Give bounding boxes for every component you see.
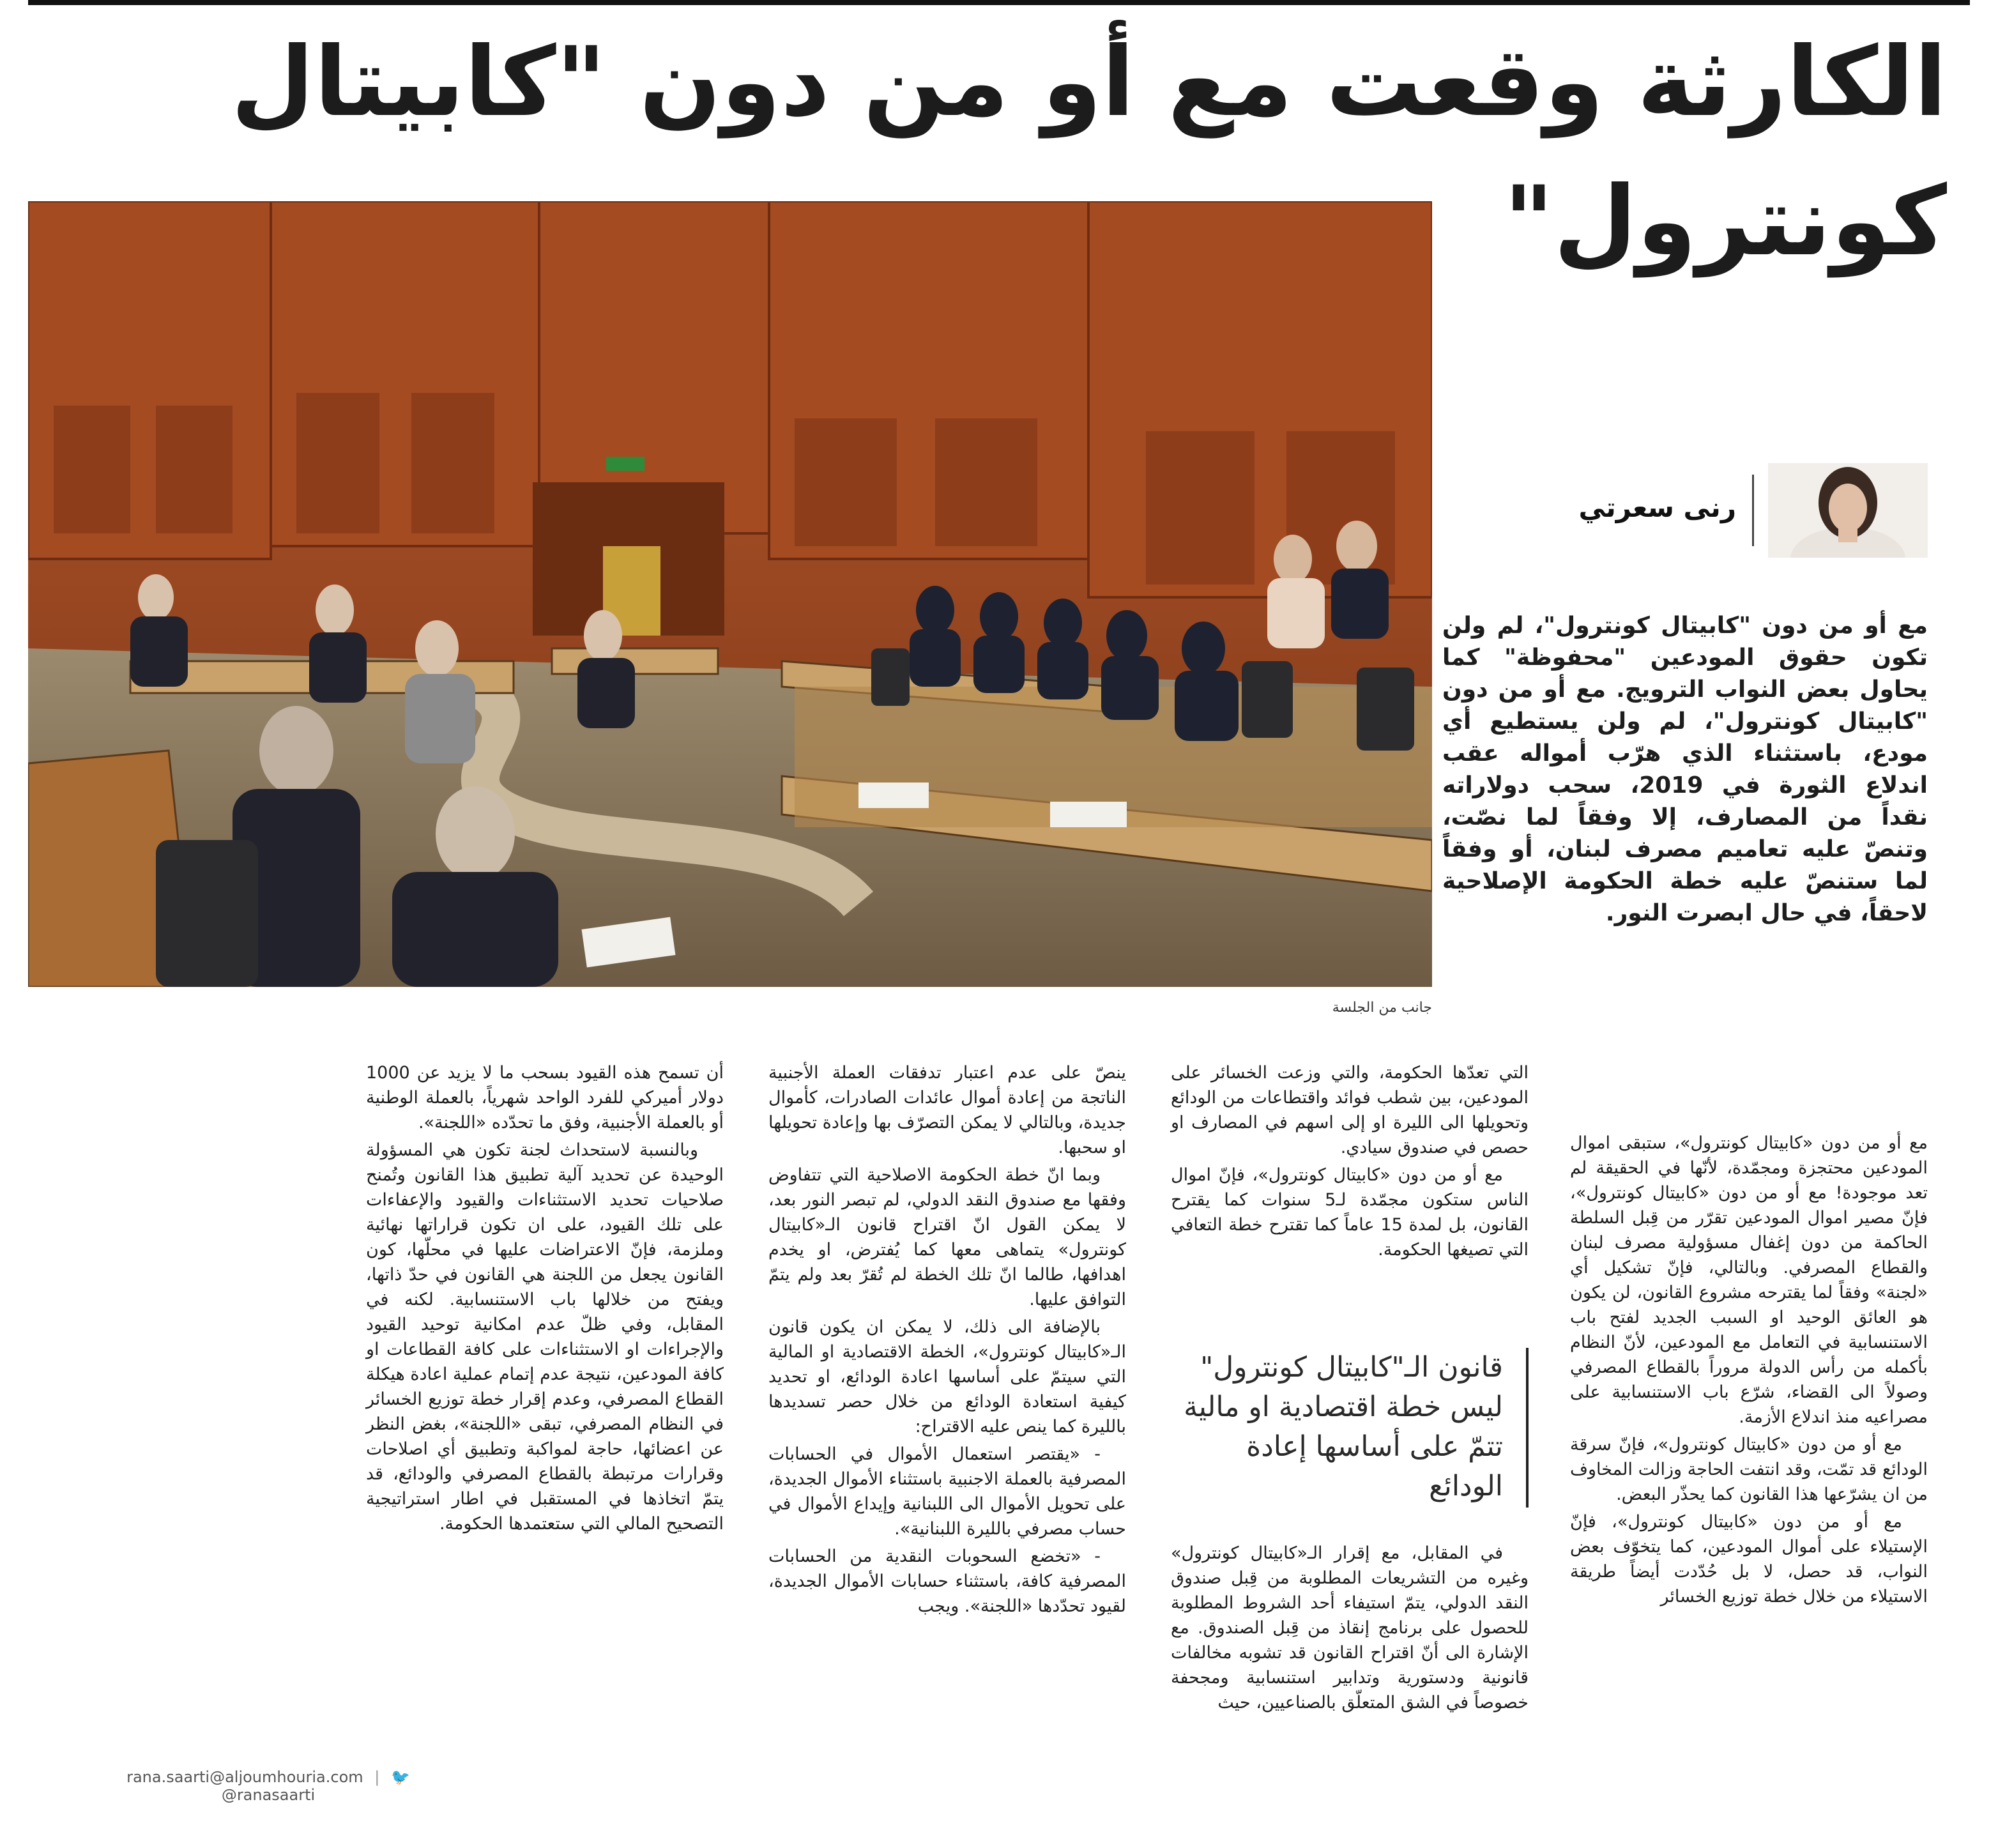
article-paragraph: مع أو من دون «كابيتال كونترول»، فإنّ اموال الناس ستكون مجمّدة لـ5 سنوات كما يقترح القانون، بل لمدة 15 عاماً كما تقترح خطة التعافي التي تصيغها الحكومة.	[1171, 1165, 1529, 1260]
article-paragraph: أن تسمح هذه القيود بسحب ما لا يزيد عن 1000 دولار أميركي للفرد الواحد شهرياً، بالعملة الوطنية أو بالعملة الأجنبية، وفق ما تحدّده «اللجنة».	[366, 1063, 724, 1133]
article-column-1	[1570, 1131, 1928, 1612]
article-paragraph: وبما انّ خطة الحكومة الاصلاحية التي تتفاوض وفقها مع صندوق النقد الدولي، لم تبصر النور بعد، لا يمكن القول انّ اقتراح قانون الـ«كابيتال كونترول» يتماهى معها كما يُفترض، او يخدم اهدافها، طالما انّ تلك الخطة لم تُقرّ بعد ولم يتمّ التوافق عليها.	[768, 1165, 1126, 1310]
article-paragraph: وبالنسبة لاستحداث لجنة تكون هي المسؤولة الوحيدة عن تحديد آلية تطبيق هذا القانون وتُمنح صلاحيات تحديد الاستثناءات والقيود والإعفاءات على تلك القيود، على ان تكون قراراتها نهائية وملزمة، فإنّ الاعتراضات عليها في محلّها، كون القانون يجعل من اللجنة هي القانون في حدّ ذاتها، ويفتح من خلالها باب الاستنسابية. لكنه في المقابل، وفي ظلّ عدم امكانية توحيد القيود والإجراءات او الاستثناءات على كافة القطاعات او كافة المودعين، نتيجة عدم إتمام عملية اعادة هيكلة القطاع المصرفي، وعدم إقرار خطة توزيع الخسائر في النظام المصرفي، تبقى «اللجنة»، بغض النظر عن اعضائها، حاجة لمواكبة وتطبيق أي اصلاحات وقرارات مرتبطة بالقطاع المصرفي والودائع، قد يتمّ اتخاذها في المستقبل في اطار استراتيجية التصحيح المالي التي ستعتمدها الحكومة.	[366, 1140, 724, 1534]
author-email[interactable]: rana.saarti@aljoumhouria.com	[126, 1768, 363, 1786]
article-column-4	[366, 1060, 724, 1539]
article-paragraph: التي تعدّها الحكومة، والتي وزعت الخسائر على المودعين، بين شطب فوائد واقتطاعات من الودائع وتحويلها الى الليرة او إلى اسهم في المصارف او حصص في صندوق سيادي.	[1171, 1063, 1529, 1157]
contact-separator: |	[374, 1768, 380, 1786]
author-name: رنى سعرتي	[1578, 492, 1736, 523]
twitter-icon: 🐦	[391, 1768, 410, 1786]
article-column-3	[768, 1060, 1126, 1621]
article-paragraph: في المقابل، مع إقرار الـ«كابيتال كونترول» وغيره من التشريعات المطلوبة من قِبل صندوق النقد الدولي، يتمّ استيفاء أحد الشروط المطلوبة للحصول على برنامج إنقاذ من قِبل الصندوق. مع الإشارة الى أنّ اقتراح القانون قد تشوبه مخالفات قانونية ودستورية وتدابير استنسابية ومجحفة خصوصاً في الشق المتعلّق بالصناعيين، حيث	[1171, 1543, 1529, 1713]
pull-quote	[1168, 1348, 1529, 1508]
photo-caption: جانب من الجلسة	[1332, 1000, 1432, 1016]
session-photo	[28, 201, 1432, 987]
author-portrait-icon	[1768, 463, 1928, 558]
lead-paragraph: مع أو من دون "كابيتال كونترول"، لم ولن تكون حقوق المودعين "محفوظة" كما يحاول بعض النواب الترويج. مع أو من دون "كابيتال كونترول"، لم ولن يستطيع أي مودع، باستثناء الذي هرّب أمواله عقب اندلاع الثورة في 2019، سحب دولاراته نقداً من المصارف، إلا وفقاً لما نصّت، وتنصّ عليه تعاميم مصرف لبنان، أو وفقاً لما ستنصّ عليه خطة الحكومة الإصلاحية لاحقاً، في حال ابصرت النور.	[1442, 613, 1928, 926]
author-block	[1468, 463, 1928, 559]
article-paragraph: بالإضافة الى ذلك، لا يمكن ان يكون قانون الـ«كابيتال كونترول»، الخطة الاقتصادية او المالية التي سيتمّ على أساسها اعادة الودائع، او تحديد كيفية استعادة الودائع من خلال حصر تسديدها بالليرة كما ينص عليه الاقتراح:	[768, 1317, 1126, 1437]
author-avatar	[1768, 463, 1928, 558]
author-contact	[89, 1768, 447, 1804]
article-paragraph: - «تخضع السحوبات النقدية من الحسابات المصرفية كافة، باستثناء حسابات الأموال الجديدة، لقيود تحدّدها «اللجنة». ويجب	[768, 1546, 1126, 1616]
article-paragraph: مع أو من دون «كابيتال كونترول»، فإنّ الإستيلاء على أموال المودعين، كما يتخوّف بعض النواب، قد حصل، لا بل حُدّدت أيضاً طريقة الاستيلاء من خلال خطة توزيع الخسائر	[1570, 1512, 1928, 1607]
article-column-2-continued	[1171, 1541, 1529, 1715]
author-twitter-handle[interactable]: @ranasaarti	[221, 1786, 316, 1804]
article-column-2	[1171, 1060, 1529, 1265]
article-paragraph: ينصّ على عدم اعتبار تدفقات العملة الأجنبية الناتجة من إعادة أموال عائدات الصادرات، كأموال جديدة، وبالتالي لا يمكن التصرّف بها وإعادة تحويلها او سحبها.	[768, 1063, 1126, 1157]
article-paragraph: مع أو من دون «كابيتال كونترول»، فإنّ سرقة الودائع قد تمّت، وقد انتفت الحاجة وزالت المخاوف من ان يشرّعها هذا القانون كما يحذّر البعض.	[1570, 1435, 1928, 1504]
top-rule	[28, 0, 1970, 5]
article-paragraph: - «يقتصر استعمال الأموال في الحسابات المصرفية بالعملة الاجنبية باستثناء الأموال الجديدة، على تحويل الأموال الى اللبنانية وإيداع الأموال في حساب مصرفي بالليرة اللبنانية».	[768, 1444, 1126, 1539]
article-paragraph: مع أو من دون «كابيتال كونترول»، ستبقى اموال المودعين محتجزة ومجمّدة، لأنّها في الحقيقة لم تعد موجودة! مع أو من دون «كابيتال كونترول»، فإنّ مصير اموال المودعين تقرّر من قِبل السلطة الحاكمة من دون إغفال مسؤولية مصرف لبنان والقطاع المصرفي. وبالتالي، فإنّ تشكيل أي «لجنة» وفقاً لما يقترحه مشروع القانون، لن يكون هو العائق الوحيد او السبب الجديد لفتح باب الاستنسابية في التعامل مع المودعين، لأنّ النظام بأكمله من رأس الدولة مروراً بالقطاع المصرفي وصولاً الى القضاء، شرّع باب الاستنسابية على مصراعيه منذ اندلاع الأزمة.	[1570, 1133, 1928, 1427]
pull-quote-text: قانون الـ"كابيتال كونترول" ليس خطة اقتصادية او مالية تتمّ على أساسها إعادة الودائع	[1184, 1351, 1503, 1502]
session-photo-illustration	[28, 201, 1432, 987]
headline: الكارثة وقعت مع أو من دون "كابيتال كونترول"	[231, 27, 1947, 277]
author-separator	[1752, 475, 1754, 546]
